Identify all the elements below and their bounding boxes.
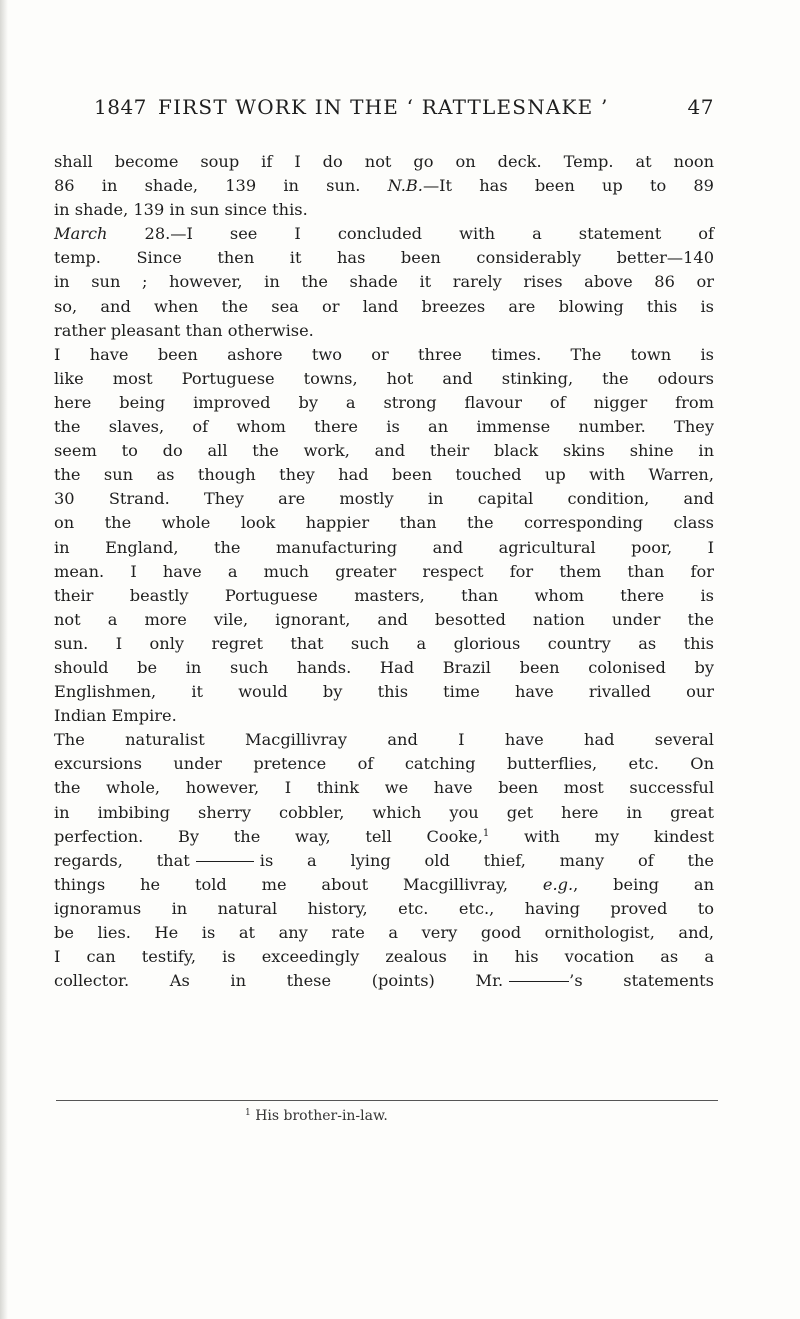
- italic-text: March: [54, 224, 108, 244]
- line-text: 30 Strand. They are mostly in capital condition, and: [54, 489, 714, 509]
- text-line: [54, 608, 714, 632]
- line-text: rather pleasant than otherwise.: [54, 320, 314, 340]
- line-text: with my kindest: [489, 826, 715, 846]
- line-text: collector. As in these (points) Mr.: [54, 971, 504, 991]
- text-line: [54, 536, 714, 560]
- line-text: sun. I only regret that such a glorious country as this: [54, 633, 714, 653]
- text-line: [54, 463, 714, 487]
- text-line: [54, 945, 714, 969]
- footnote: [245, 1108, 388, 1124]
- line-text: , being an: [573, 874, 714, 894]
- text-line: [54, 776, 714, 800]
- text-line: [54, 584, 714, 608]
- text-line: [54, 367, 714, 391]
- text-line: [54, 969, 714, 993]
- running-head: [94, 95, 714, 125]
- line-text: Indian Empire.: [54, 706, 177, 726]
- line-text: their beastly Portuguese masters, than whom there is: [54, 585, 714, 605]
- line-text: in imbibing sherry cobbler, which you get here in great: [54, 802, 714, 822]
- line-text: ’s statements: [569, 971, 714, 991]
- text-line: [54, 222, 714, 246]
- text-line: [54, 295, 714, 319]
- line-text: 28.—I see I concluded with a statement of: [107, 224, 714, 244]
- line-text: —It has been up to 89: [422, 176, 714, 196]
- line-text: in shade, 139 in sun since this.: [54, 200, 308, 220]
- line-text: should be in such hands. Had Brazil been colonised by: [54, 657, 714, 677]
- page-number: 47: [687, 95, 714, 119]
- line-text: the whole, however, I think we have been most successful: [54, 778, 714, 798]
- text-line: [54, 680, 714, 704]
- text-line: [54, 439, 714, 463]
- line-text: so, and when the sea or land breezes are blowing this is: [54, 296, 714, 316]
- line-text: 86 in shade, 139 in sun.: [54, 176, 388, 196]
- text-line: [54, 511, 714, 535]
- line-text: things he told me about Macgillivray,: [54, 874, 543, 894]
- line-text: Englishmen, it would by this time have rivalled our: [54, 682, 714, 702]
- line-text: temp. Since then it has been considerably better—140: [54, 248, 714, 268]
- text-line: [54, 632, 714, 656]
- text-line: [54, 825, 714, 849]
- text-line: [54, 246, 714, 270]
- line-text: here being improved by a strong flavour of nigger from: [54, 392, 714, 412]
- body-text: [54, 150, 714, 993]
- text-line: [54, 487, 714, 511]
- text-line: [54, 415, 714, 439]
- line-text: in England, the manufacturing and agricultural poor, I: [54, 537, 714, 557]
- header-year: 1847: [94, 95, 147, 119]
- line-text: shall become soup if I do not go on deck. Temp. at noon: [54, 152, 714, 171]
- text-line: [54, 656, 714, 680]
- line-text: the slaves, of whom there is an immense number. They: [54, 417, 714, 437]
- text-line: [54, 801, 714, 825]
- line-text: not a more vile, ignorant, and besotted nation under the: [54, 609, 714, 629]
- text-line: [54, 752, 714, 776]
- text-line: [54, 174, 714, 198]
- line-text: ignoramus in natural history, etc. etc., having proved to: [54, 898, 714, 918]
- line-text: in sun ; however, in the shade it rarely rises above 86 or: [54, 272, 714, 292]
- line-text: mean. I have a much greater respect for them than for: [54, 561, 714, 581]
- line-text: be lies. He is at any rate a very good ornithologist, and,: [54, 923, 714, 942]
- footnote-rule: [56, 1100, 718, 1101]
- footnote-reference: 1: [482, 827, 490, 839]
- italic-text: e.g.: [542, 874, 574, 894]
- line-text: The naturalist Macgillivray and I have had several: [54, 730, 714, 750]
- line-text: seem to do all the work, and their black skins shine in: [54, 441, 714, 461]
- line-text: regards, that: [54, 850, 190, 870]
- text-line: [54, 343, 714, 367]
- footnote-text: His brother-in-law.: [255, 1108, 388, 1124]
- line-text: the sun as though they had been touched up with Warren,: [54, 465, 714, 485]
- footnote-marker: 1: [245, 1108, 251, 1118]
- line-text: excursions under pretence of catching butterflies, etc. On: [54, 754, 714, 774]
- line-text: perfection. By the way, tell Cooke,: [54, 826, 483, 846]
- line-text: I have been ashore two or three times. The town is: [54, 344, 714, 364]
- omitted-name-dash: [509, 981, 569, 982]
- text-line: [54, 849, 714, 873]
- text-line: [54, 198, 714, 222]
- line-text: is a lying old thief, many of the: [259, 850, 714, 870]
- text-line: [54, 728, 714, 752]
- line-text: like most Portuguese towns, hot and stinking, the odours: [54, 368, 714, 388]
- text-line: [54, 873, 714, 897]
- text-line: [54, 150, 714, 174]
- text-line: [54, 704, 714, 728]
- line-text: on the whole look happier than the corresponding class: [54, 513, 714, 533]
- text-line: [54, 319, 714, 343]
- text-line: [54, 391, 714, 415]
- text-line: [54, 897, 714, 921]
- text-line: [54, 560, 714, 584]
- line-text: I can testify, is exceedingly zealous in his vocation as a: [54, 947, 714, 967]
- text-line: [54, 270, 714, 294]
- text-line: [54, 921, 714, 945]
- binding-shadow: [0, 0, 8, 1319]
- italic-text: N.B.: [387, 176, 423, 196]
- header-title: FIRST WORK IN THE ‘ RATTLESNAKE ’: [158, 95, 609, 119]
- omitted-name-dash: [196, 861, 254, 862]
